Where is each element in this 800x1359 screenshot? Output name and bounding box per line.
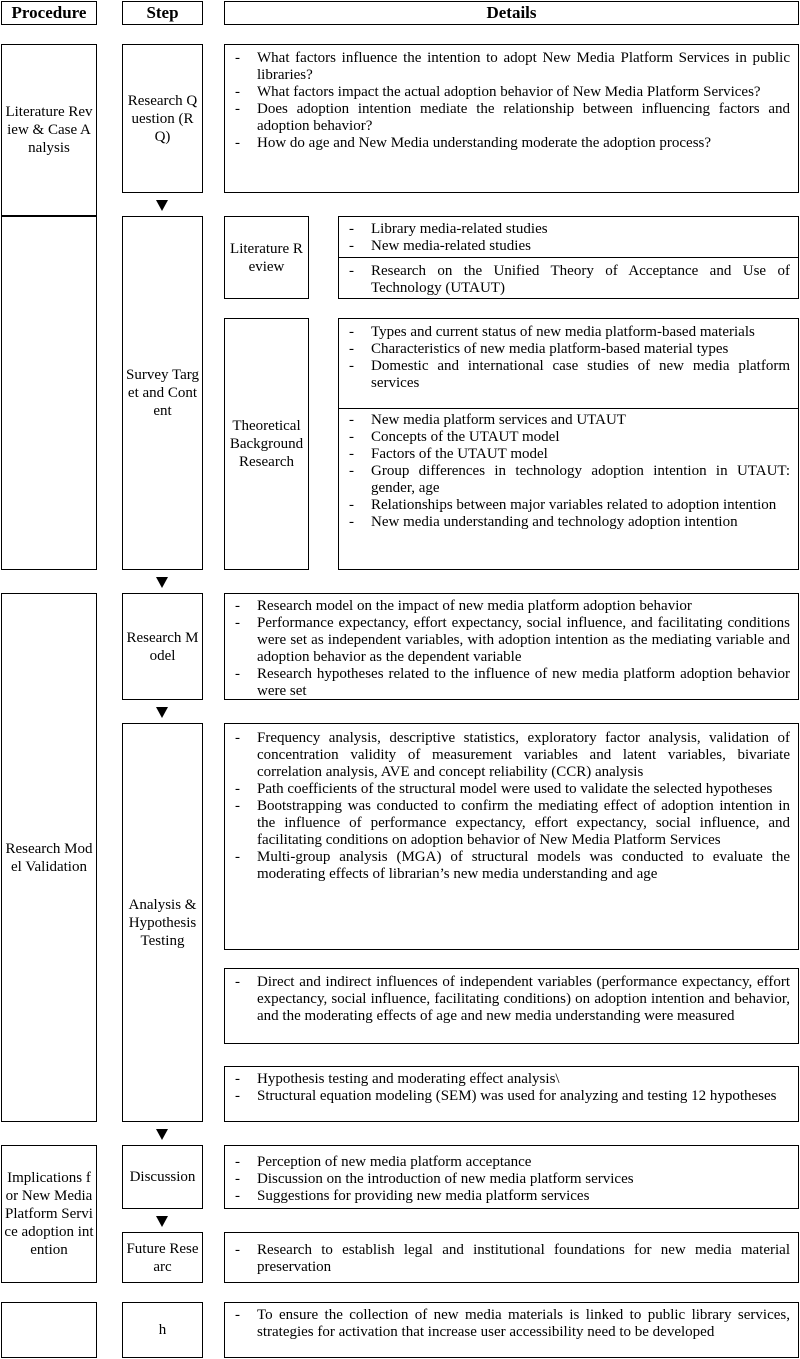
list-item: - Research hypotheses related to the influence of new media platform adoption behavior were set xyxy=(233,666,790,700)
step-research-model: Research Model xyxy=(122,593,203,700)
procedure-literature-review: Literature Review & Case Analysis xyxy=(1,44,97,216)
step-research-question: Research Question (RQ) xyxy=(122,44,203,193)
list-item: - Research to establish legal and institutional foundations for new media material preservation xyxy=(233,1242,790,1276)
list-item: - Types and current status of new media platform-based materials xyxy=(347,324,790,341)
header-procedure: Procedure xyxy=(1,1,97,25)
list-item: - Factors of the UTAUT model xyxy=(347,446,790,463)
list-item: - New media platform services and UTAUT xyxy=(347,412,790,429)
list-item: - Domestic and international case studies of new media platform services xyxy=(347,358,790,392)
step-survey-target: Survey Target and Content xyxy=(122,216,203,570)
header-step: Step xyxy=(122,1,203,25)
step-analysis: Analysis & Hypothesis Testing xyxy=(122,723,203,1122)
list-item: - Hypothesis testing and moderating effect analysis\ xyxy=(233,1071,790,1088)
arrow-down-icon xyxy=(156,1129,168,1140)
details-future-research xyxy=(224,1232,799,1283)
list-item: - Multi-group analysis (MGA) of structural models was conducted to evaluate the moderating effects of librarian’s new media understanding and age xyxy=(233,849,790,883)
list-item: - Relationships between major variables related to adoption intention xyxy=(347,497,790,514)
list-item: - Library media-related studies xyxy=(347,221,790,238)
step-future-research-cont: h xyxy=(122,1302,203,1358)
list-item: - Suggestions for providing new media platform services xyxy=(233,1188,790,1205)
list-item: - Bootstrapping was conducted to confirm the mediating effect of adoption intention in the influence of performance expectancy, effort expectancy, social influence, and facilitating conditions on adoption behavior of New Media Platform Services xyxy=(233,798,790,849)
list-item: - Research on the Unified Theory of Acceptance and Use of Technology (UTAUT) xyxy=(347,263,790,297)
list-item: - Structural equation modeling (SEM) was used for analyzing and testing 12 hypotheses xyxy=(233,1088,790,1105)
procedure-blank-1 xyxy=(1,216,97,570)
list-item: - What factors impact the actual adoption behavior of New Media Platform Services? xyxy=(233,84,790,101)
details-literature-review xyxy=(338,216,799,299)
details-analysis-methods xyxy=(224,723,799,950)
list-item: - Performance expectancy, effort expectancy, social influence, and facilitating conditions were set as independent variables, with adoption intention as the mediating variable and adoption behavior as the dependent variable xyxy=(233,615,790,666)
arrow-down-icon xyxy=(156,200,168,211)
list-item: - New media-related studies xyxy=(347,238,790,255)
step-future-research: Future Researc xyxy=(122,1232,203,1283)
list-item: - How do age and New Media understanding moderate the adoption process? xyxy=(233,135,790,152)
list-item: - New media understanding and technology adoption intention xyxy=(347,514,790,531)
arrow-down-icon xyxy=(156,577,168,588)
list-item: - Frequency analysis, descriptive statistics, exploratory factor analysis, validation of concentration validity of measurement variables and latent variables, bivariate correlation analysis, AVE and concept reliability (CCR) analysis xyxy=(233,730,790,781)
arrow-down-icon xyxy=(156,707,168,718)
list-item: - To ensure the collection of new media materials is linked to public library services, strategies for activation that increase user accessibility need to be developed xyxy=(233,1307,790,1341)
procedure-implications: Implications for New Media Platform Service adoption intention xyxy=(1,1145,97,1283)
arrow-down-icon xyxy=(156,1216,168,1227)
list-item: - What factors influence the intention to adopt New Media Platform Services in public libraries? xyxy=(233,50,790,84)
list-item: - Concepts of the UTAUT model xyxy=(347,429,790,446)
details-future-research-cont xyxy=(224,1302,799,1358)
list-item: - Group differences in technology adoption intention in UTAUT: gender, age xyxy=(347,463,790,497)
substep-literature-review: Literature Review xyxy=(224,216,309,299)
details-discussion xyxy=(224,1145,799,1209)
step-discussion: Discussion xyxy=(122,1145,203,1209)
procedure-blank-2 xyxy=(1,1302,97,1358)
details-analysis-influences xyxy=(224,968,799,1044)
details-theoretical-background xyxy=(338,318,799,570)
details-analysis-hypothesis xyxy=(224,1066,799,1122)
list-item: - Characteristics of new media platform-based material types xyxy=(347,341,790,358)
list-item: - Does adoption intention mediate the relationship between influencing factors and adoption behavior? xyxy=(233,101,790,135)
list-item: - Direct and indirect influences of independent variables (performance expectancy, effort expectancy, social influence, facilitating conditions) on adoption intention and behavior, and the moderating effects of age and new media understanding were measured xyxy=(233,974,790,1025)
details-research-model xyxy=(224,593,799,700)
details-research-question xyxy=(224,44,799,193)
list-item: - Perception of new media platform acceptance xyxy=(233,1154,790,1171)
procedure-research-model-validation: Research Model Validation xyxy=(1,593,97,1122)
list-item: - Path coefficients of the structural model were used to validate the selected hypotheses xyxy=(233,781,790,798)
list-item: - Discussion on the introduction of new media platform services xyxy=(233,1171,790,1188)
header-details: Details xyxy=(224,1,799,25)
substep-theoretical-background: Theoretical Background Research xyxy=(224,318,309,570)
list-item: - Research model on the impact of new media platform adoption behavior xyxy=(233,598,790,615)
